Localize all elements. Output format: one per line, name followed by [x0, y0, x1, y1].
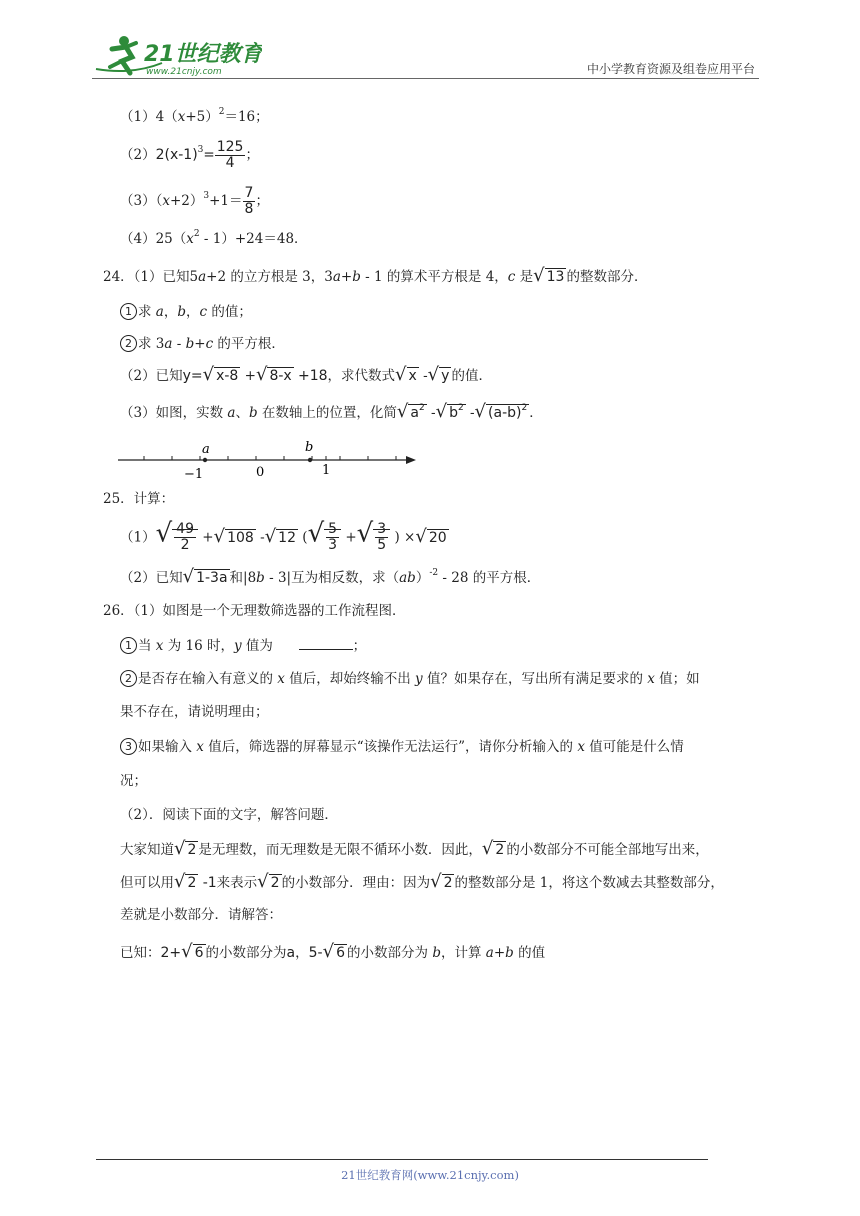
q24-part2: （2）已知y=√ x-8 +√ 8-x +18，求代数式√ x -√ y 的值．	[120, 364, 492, 385]
q24-sub1: 1 求 a，b，c 的值；	[120, 302, 252, 322]
q26-sub3b: 况；	[120, 773, 147, 789]
label-b: b	[305, 440, 314, 455]
platform-name: 中小学教育资源及组卷应用平台	[586, 62, 755, 76]
q23-part1: $(1)4(x+5)^2=16$；	[120, 107, 269, 125]
q24-part3: （3）如图，实数 a、b 在数轴上的位置，化简√ $a^2$ -√ $b^2$ -√ $(a-b)^2$ ．	[120, 401, 543, 422]
logo-url: www.21cnjy.com	[146, 67, 222, 77]
q26-sub1: 1 当 x 为 16 时，y 值为 ；	[120, 636, 366, 656]
q26-intro: 26．（1）如图是一个无理数筛选器的工作流程图．	[103, 603, 406, 619]
logo-text: 21世纪教育	[144, 42, 262, 67]
q25-part2: （2）已知√ 1-3a 和|8b - 3|互为相反数，求（ab）$^{-2}$ - 28 的平方根．	[120, 566, 541, 587]
q26-sub2a: 2 是否存在输入有意义的 x 值后，却始终输不出 y 值？如果存在，写出所有满足要求的 x 值；如	[120, 669, 700, 689]
q26-part2: （2）．阅读下面的文字，解答问题．	[120, 807, 338, 823]
label-one: 1	[322, 463, 331, 478]
point-b	[308, 458, 312, 462]
number-line	[116, 436, 421, 482]
q25-part1: （1）√ $\frac{49}{2}$ +√ 108 -√ 12 (√ $\frac{5}{3}$ +√ $\frac{3}{5}$ ) ×√ 20	[120, 518, 447, 553]
footer-divider	[96, 1159, 708, 1160]
q23-part3: $(3)(x+2)^3+1=$ $\frac{7}{8}$ ；	[120, 185, 269, 217]
q26-sub3a: 3 如果输入 x 值后，筛选器的屏幕显示“该操作无法运行”，请你分析输入的 x 值可能是什么情	[120, 737, 684, 757]
q26-reading-1: 大家知道√ 2 是无理数，而无理数是无限不循环小数．因此，√ 2 的小数部分不可能全部地写出来，	[120, 838, 709, 859]
point-a	[203, 458, 207, 462]
q26-sub2b: 果不存在，请说明理由；	[120, 704, 269, 720]
arrow-icon	[406, 456, 416, 464]
label-zero: 0	[256, 465, 265, 480]
q24-sub2: 2 求 3a - b+c 的平方根．	[120, 334, 285, 354]
q26-reading-4: 已知：2+√ 6 的小数部分为a，5-√ 6 的小数部分为 b，计算 a+b 的值	[120, 941, 546, 962]
q26-reading-3: 差就是小数部分．请解答：	[120, 907, 282, 923]
site-logo	[92, 33, 262, 83]
label-neg1: −1	[184, 467, 204, 482]
label-a: a	[202, 442, 210, 457]
footer-text[interactable]: 21世纪教育网(www.21cnjy.com)	[341, 1168, 519, 1182]
q24-intro: 24．（1）已知5a+2 的立方根是 3，3a+b - 1 的算术平方根是 4，c 是√ 13 的整数部分．	[103, 265, 648, 286]
answer-blank	[299, 637, 353, 650]
q26-reading-2: 但可以用√ 2 -1来表示√ 2 的小数部分．理由：因为√ 2 的整数部分是 1，将这个数减去其整数部分，	[120, 871, 724, 892]
header-divider	[92, 78, 759, 79]
q25-title: 25．计算：	[103, 491, 175, 507]
q23-part2: $(2)2(x-1)^3=$ $\frac{125}{4}$ ；	[120, 139, 259, 171]
q23-part4: $(4)25(x^2 - 1)+24=48$．	[120, 229, 308, 247]
